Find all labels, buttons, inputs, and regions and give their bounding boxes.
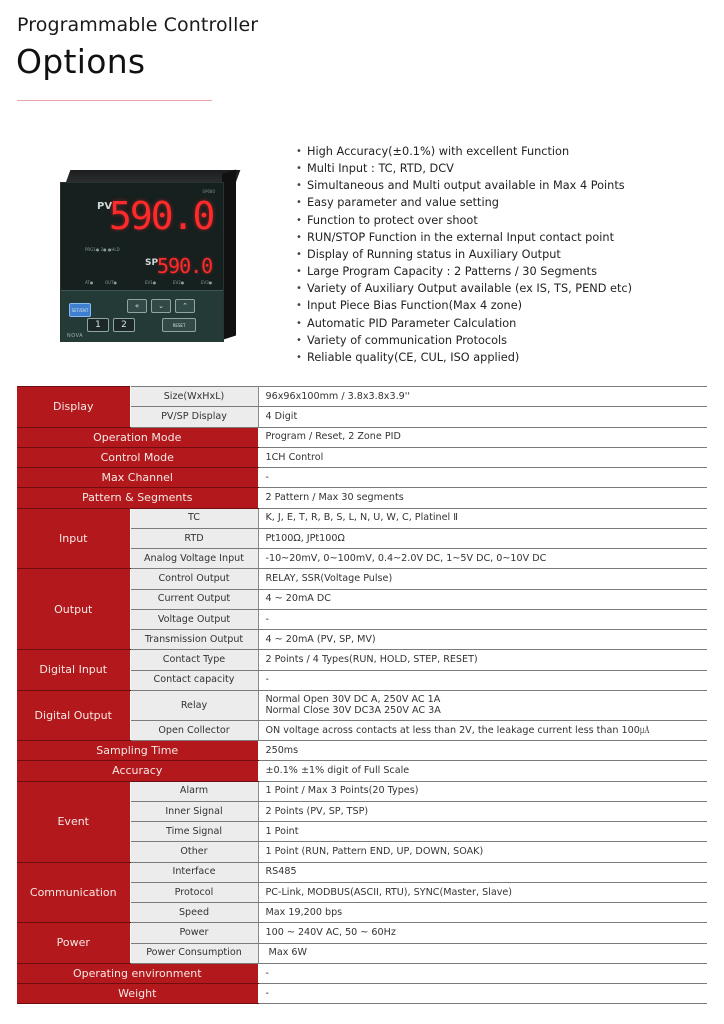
feature-item: • RUN/STOP Function in the external Input contact point — [296, 229, 632, 246]
row-value: - — [258, 468, 707, 488]
reset-key: RESET — [162, 318, 196, 332]
brand-logo: NOVA — [67, 333, 84, 339]
row-value — [258, 690, 707, 720]
set-ent-key: SET/ENT — [69, 303, 91, 317]
row-value: ±0.1% ±1% digit of Full Scale — [258, 761, 707, 781]
feature-item: • Easy parameter and value setting — [296, 194, 632, 211]
row-value: - — [258, 984, 707, 1004]
feature-item: • Variety of communication Protocols — [296, 332, 632, 349]
title-underline — [17, 100, 212, 101]
row-value: 1 Point — [258, 822, 707, 842]
row-label: Size(WxHxL) — [130, 387, 258, 407]
table-row — [17, 984, 707, 1004]
prog2-key: 2 — [113, 318, 135, 332]
group-operation-mode: Operation Mode — [17, 427, 258, 447]
feature-item: • Large Program Capacity : 2 Patterns / 30 Segments — [296, 263, 632, 280]
row-label: Speed — [130, 903, 258, 923]
row-label: TC — [130, 508, 258, 528]
group-pattern-segments: Pattern & Segments — [17, 488, 258, 508]
group-event: Event — [17, 781, 130, 862]
device-side — [222, 169, 236, 340]
pv-display: 590.0 — [109, 194, 214, 238]
device-keypad — [61, 290, 223, 342]
sp-label: SP — [145, 258, 159, 268]
relay-value-line: Normal Open 30V DC A, 250V AC 1A — [265, 693, 441, 705]
group-digital-output: Digital Output — [17, 690, 130, 740]
group-weight: Weight — [17, 984, 258, 1004]
group-accuracy: Accuracy — [17, 761, 258, 781]
indicator-ev1: EV1● — [145, 280, 157, 285]
prog1-key: 1 — [87, 318, 109, 332]
row-label: Contact Type — [130, 650, 258, 670]
row-value: 4 ~ 20mA DC — [258, 589, 707, 609]
row-value: -10~20mV, 0~100mV, 0.4~2.0V DC, 1~5V DC, 0~10V DC — [258, 549, 707, 569]
table-row — [17, 923, 707, 943]
table-row — [17, 781, 707, 801]
row-label: Analog Voltage Input — [130, 549, 258, 569]
row-value: ON voltage across contacts at less than 2V, the leakage current less than 100㎂ — [258, 720, 707, 740]
row-value: RELAY, SSR(Voltage Pulse) — [258, 569, 707, 589]
group-sampling-time: Sampling Time — [17, 741, 258, 761]
indicator-ev3: EV3● — [201, 280, 213, 285]
table-row — [17, 761, 707, 781]
row-label: Protocol — [130, 882, 258, 902]
row-label: Interface — [130, 862, 258, 882]
table-row — [17, 387, 707, 407]
feature-item: • Simultaneous and Multi output available in Max 4 Points — [296, 177, 632, 194]
row-label: Other — [130, 842, 258, 862]
row-label: Current Output — [130, 589, 258, 609]
group-input: Input — [17, 508, 130, 569]
row-value: RS485 — [258, 862, 707, 882]
table-row — [17, 569, 707, 589]
table-row — [17, 447, 707, 467]
table-row — [17, 741, 707, 761]
table-row — [17, 508, 707, 528]
feature-item: • Reliable quality(CE, CUL, ISO applied) — [296, 349, 632, 366]
feature-item: • Automatic PID Parameter Calculation — [296, 315, 632, 332]
feature-item: • Input Piece Bias Function(Max 4 zone) — [296, 297, 632, 314]
device-front-panel — [60, 182, 224, 342]
indicator-ev2: EV2● — [173, 280, 185, 285]
row-value: Max 6W — [258, 943, 707, 963]
row-label: Time Signal — [130, 822, 258, 842]
table-row — [17, 650, 707, 670]
row-value: 2 Points (PV, SP, TSP) — [258, 801, 707, 821]
group-max-channel: Max Channel — [17, 468, 258, 488]
group-communication: Communication — [17, 862, 130, 923]
up-key-icon: ⌃ — [175, 299, 195, 313]
table-row — [17, 488, 707, 508]
group-output: Output — [17, 569, 130, 650]
group-power: Power — [17, 923, 130, 964]
feature-list — [296, 143, 632, 366]
row-value: - — [258, 670, 707, 690]
page-subtitle: Programmable Controller — [17, 14, 259, 36]
row-label: PV/SP Display — [130, 407, 258, 427]
device-top-vent — [66, 170, 240, 182]
row-value: 4 ~ 20mA (PV, SP, MV) — [258, 630, 707, 650]
row-label: Voltage Output — [130, 609, 258, 629]
row-label: Relay — [130, 690, 258, 720]
table-row — [17, 427, 707, 447]
row-value: 96x96x100mm / 3.8x3.8x3.9'' — [258, 387, 707, 407]
table-row — [17, 690, 707, 720]
row-label: RTD — [130, 528, 258, 548]
feature-item: • Display of Running status in Auxiliary Output — [296, 246, 632, 263]
row-value: 1 Point / Max 3 Points(20 Types) — [258, 781, 707, 801]
feature-item: • High Accuracy(±0.1%) with excellent Function — [296, 143, 632, 160]
down-key-icon: ⌄ — [151, 299, 171, 313]
row-value: 2 Points / 4 Types(RUN, HOLD, STEP, RESET) — [258, 650, 707, 670]
row-label: Control Output — [130, 569, 258, 589]
row-value: Program / Reset, 2 Zone PID — [258, 427, 707, 447]
feature-item: • Multi Input : TC, RTD, DCV — [296, 160, 632, 177]
program-indicators: PRG1● 2● ●HLD — [85, 247, 120, 252]
row-value: - — [258, 963, 707, 983]
row-value: K, J, E, T, R, B, S, L, N, U, W, C, Platinel Ⅱ — [258, 508, 707, 528]
group-operating-environment: Operating environment — [17, 963, 258, 983]
feature-item: • Function to protect over shoot — [296, 212, 632, 229]
row-value: PC-Link, MODBUS(ASCII, RTU), SYNC(Master, Slave) — [258, 882, 707, 902]
row-value: 4 Digit — [258, 407, 707, 427]
feature-item: • Variety of Auxiliary Output available (ex IS, TS, PEND etc) — [296, 280, 632, 297]
row-value: Max 19,200 bps — [258, 903, 707, 923]
group-display: Display — [17, 387, 130, 428]
row-value: 1CH Control — [258, 447, 707, 467]
device-model-label: SP680 — [202, 189, 215, 194]
group-digital-input: Digital Input — [17, 650, 130, 691]
row-label: Inner Signal — [130, 801, 258, 821]
row-label: Open Collector — [130, 720, 258, 740]
page-title: Options — [16, 42, 146, 81]
indicator-at: AT● — [85, 280, 94, 285]
shift-left-key-icon: « — [127, 299, 147, 313]
table-row — [17, 963, 707, 983]
row-value: Pt100Ω, JPt100Ω — [258, 528, 707, 548]
indicator-out: OUT● — [105, 280, 118, 285]
row-label: Alarm — [130, 781, 258, 801]
row-label: Power — [130, 923, 258, 943]
product-image — [56, 170, 238, 346]
pv-label: PV — [97, 201, 113, 212]
sp-display: 590.0 — [157, 254, 213, 278]
table-row — [17, 862, 707, 882]
row-label: Contact capacity — [130, 670, 258, 690]
group-control-mode: Control Mode — [17, 447, 258, 467]
row-label: Power Consumption — [130, 943, 258, 963]
relay-value-line: Normal Close 30V DC3A 250V AC 3A — [265, 705, 441, 717]
row-value: 250ms — [258, 741, 707, 761]
spec-table — [17, 386, 707, 1004]
row-value: 100 ~ 240V AC, 50 ~ 60Hz — [258, 923, 707, 943]
row-value: - — [258, 609, 707, 629]
row-value: 2 Pattern / Max 30 segments — [258, 488, 707, 508]
row-label: Transmission Output — [130, 630, 258, 650]
row-value: 1 Point (RUN, Pattern END, UP, DOWN, SOAK) — [258, 842, 707, 862]
table-row — [17, 468, 707, 488]
